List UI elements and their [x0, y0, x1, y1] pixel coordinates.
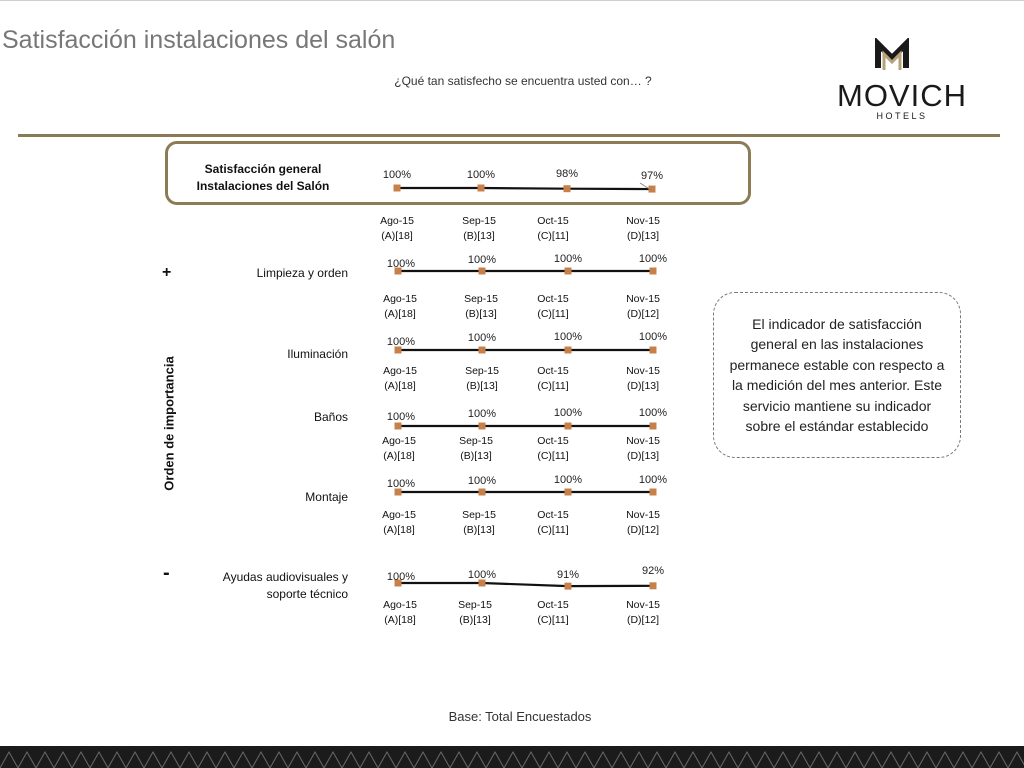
tick-label-base: (C)[11]: [537, 230, 569, 242]
tick-label-base: (B)[13]: [460, 450, 492, 462]
tick-label-period: Nov-15: [626, 509, 660, 521]
category-label-banos: Baños: [313, 410, 348, 424]
minus-sign: -: [163, 562, 170, 584]
tick-label-base: (D)[12]: [626, 614, 660, 626]
data-label: 100%: [553, 331, 583, 343]
movich-logo-subtext: HOTELS: [876, 111, 928, 121]
tick-label-period: Nov-15: [626, 293, 660, 305]
tick-label-base: (C)[11]: [537, 308, 569, 320]
data-point-marker: [650, 423, 657, 430]
tick-label-period: Oct-15: [537, 365, 569, 377]
tick-label-base: (A)[18]: [384, 380, 416, 392]
category-label-montaje: Montaje: [305, 490, 348, 504]
tick-label-period: Nov-15: [626, 435, 660, 447]
tick-label-period: Ago-15: [383, 365, 417, 377]
data-point-marker: [478, 185, 485, 192]
data-label: 100%: [638, 474, 668, 486]
data-label: 100%: [466, 169, 496, 181]
data-label: 100%: [553, 407, 583, 419]
data-label: 100%: [467, 254, 497, 266]
tick-label-base: (D)[13]: [626, 380, 660, 392]
base-note: Base: Total Encuestados: [448, 709, 592, 724]
tick-label-period: Sep-15: [458, 599, 492, 611]
data-point-marker: [565, 347, 572, 354]
tick-label-base: (C)[11]: [537, 380, 569, 392]
tick-label-base: (A)[18]: [383, 524, 415, 536]
tick-label-period: Oct-15: [537, 293, 569, 305]
data-point-marker: [650, 489, 657, 496]
tick-label-base: (C)[11]: [537, 614, 569, 626]
data-label: 100%: [386, 411, 416, 423]
data-label: 100%: [386, 571, 416, 583]
data-label: 97%: [640, 170, 664, 182]
tick-label-period: Oct-15: [537, 509, 569, 521]
data-point-marker: [395, 423, 402, 430]
data-point-marker: [479, 268, 486, 275]
category-label-line: Ayudas audiovisuales y: [222, 570, 348, 584]
data-label: 100%: [467, 332, 497, 344]
data-point-marker: [565, 268, 572, 275]
data-label: 100%: [553, 474, 583, 486]
importance-axis-label: Orden de importancia: [161, 356, 177, 491]
data-point-marker: [650, 582, 657, 589]
tick-label-base: (A)[18]: [381, 230, 413, 242]
category-label-iluminacion: Iluminación: [287, 347, 348, 361]
tick-label-base: (A)[18]: [384, 614, 416, 626]
tick-label-base: (B)[13]: [463, 524, 495, 536]
data-label: 100%: [638, 407, 668, 419]
data-label: 100%: [638, 253, 668, 265]
tick-label-base: (B)[13]: [463, 230, 495, 242]
data-label: 100%: [467, 569, 497, 581]
data-label: 91%: [556, 569, 580, 581]
tick-label-base: (A)[18]: [384, 308, 416, 320]
tick-label-base: (A)[18]: [383, 450, 415, 462]
movich-logo-text: MOVICH: [837, 78, 967, 113]
insight-callout-text: El indicador de satisfacción general en las instalaciones permanece estable con respecto a la medición del mes anterior. Este servicio mantiene su indicador sobre el estándar establecido: [729, 315, 945, 434]
data-point-marker: [565, 489, 572, 496]
category-label-line: soporte técnico: [266, 587, 348, 601]
tick-label-period: Ago-15: [380, 215, 414, 227]
plus-sign: +: [162, 264, 172, 281]
tick-label-period: Oct-15: [537, 599, 569, 611]
data-label: 92%: [641, 565, 665, 577]
data-label: 100%: [467, 408, 497, 420]
data-label: 100%: [386, 336, 416, 348]
data-label: 98%: [555, 168, 579, 180]
tick-label-base: (C)[11]: [537, 524, 569, 536]
tick-label-base: (B)[13]: [466, 380, 498, 392]
data-label: 100%: [386, 478, 416, 490]
data-point-marker: [479, 347, 486, 354]
tick-label-period: Sep-15: [462, 215, 496, 227]
data-label: 100%: [467, 475, 497, 487]
tick-label-period: Nov-15: [626, 599, 660, 611]
data-point-marker: [565, 423, 572, 430]
tick-label-period: Sep-15: [465, 365, 499, 377]
data-label: 100%: [386, 258, 416, 270]
tick-label-base: (D)[12]: [626, 308, 660, 320]
data-point-marker: [394, 185, 401, 192]
category-label-limpieza: Limpieza y orden: [256, 266, 348, 280]
tick-label-base: (C)[11]: [537, 450, 569, 462]
data-point-marker: [564, 185, 571, 192]
data-label: 100%: [382, 169, 412, 181]
category-label-line: Satisfacción general: [204, 162, 322, 176]
tick-label-base: (D)[12]: [626, 524, 660, 536]
tick-label-period: Ago-15: [383, 293, 417, 305]
data-point-marker: [479, 423, 486, 430]
tick-label-period: Ago-15: [382, 435, 416, 447]
tick-label-period: Sep-15: [459, 435, 493, 447]
tick-label-period: Ago-15: [383, 599, 417, 611]
data-point-marker: [650, 268, 657, 275]
tick-label-base: (B)[13]: [465, 308, 497, 320]
data-label: 100%: [638, 331, 668, 343]
tick-label-base: (B)[13]: [459, 614, 491, 626]
data-label: 100%: [553, 253, 583, 265]
tick-label-period: Sep-15: [464, 293, 498, 305]
data-point-marker: [650, 347, 657, 354]
tick-label-period: Sep-15: [462, 509, 496, 521]
tick-label-base: (D)[13]: [626, 230, 660, 242]
page-title: Satisfacción instalaciones del salón: [2, 26, 396, 54]
page-subtitle: ¿Qué tan satisfecho se encuentra usted con… ?: [394, 74, 652, 88]
tick-label-period: Nov-15: [626, 215, 660, 227]
data-point-marker: [565, 583, 572, 590]
tick-label-period: Oct-15: [537, 435, 569, 447]
tick-label-base: (D)[13]: [626, 450, 660, 462]
tick-label-period: Ago-15: [382, 509, 416, 521]
tick-label-period: Oct-15: [537, 215, 569, 227]
series-line: [397, 188, 652, 189]
series-line: [398, 583, 653, 586]
tick-label-period: Nov-15: [626, 365, 660, 377]
data-point-marker: [479, 489, 486, 496]
category-label-line: Instalaciones del Salón: [196, 179, 330, 193]
